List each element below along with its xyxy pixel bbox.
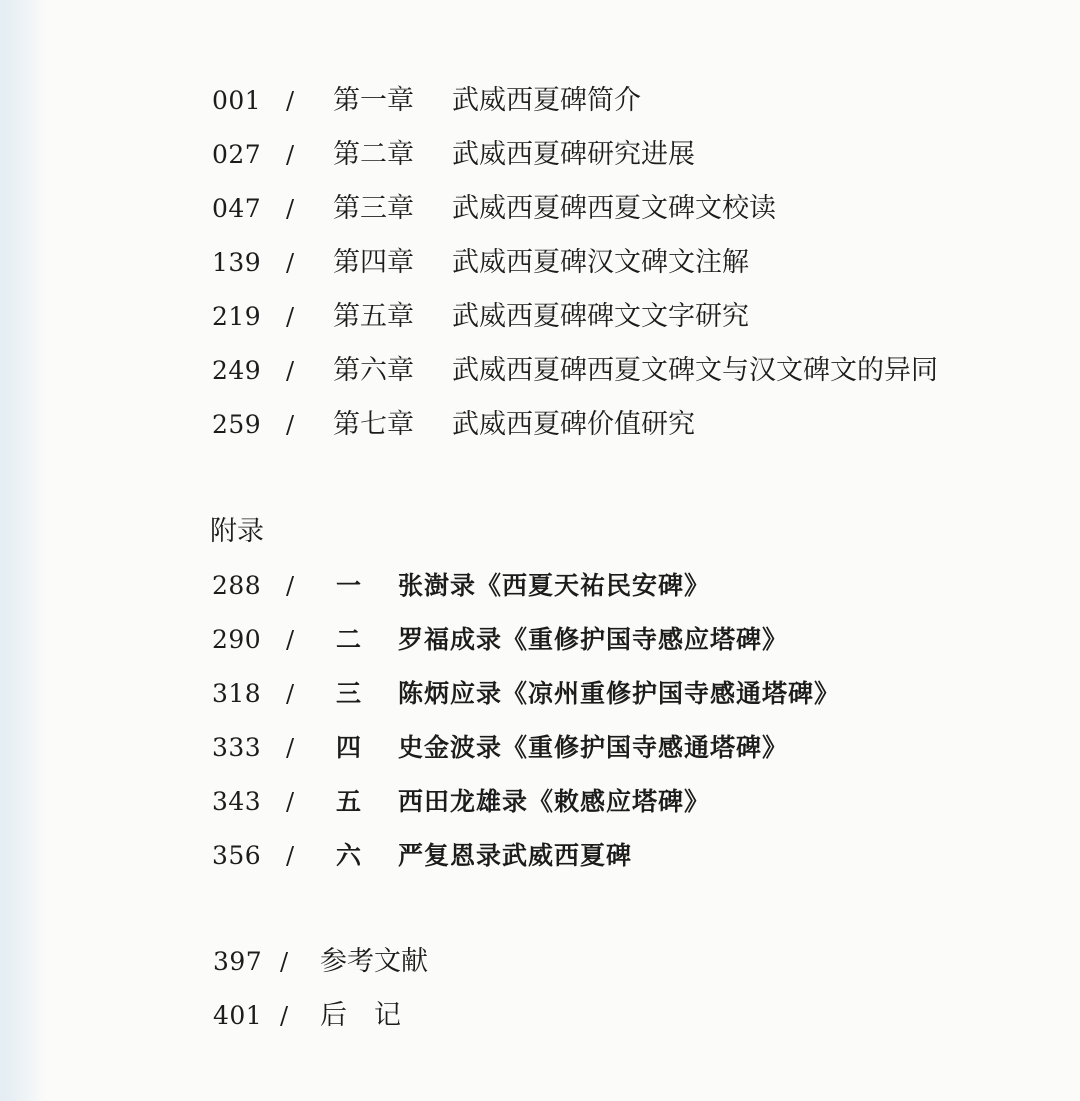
page-number: 027	[212, 140, 262, 169]
appendix-title: 罗福成录《重修护国寺感应塔碑》	[398, 625, 789, 654]
page-number: 219	[212, 302, 262, 331]
separator: /	[280, 948, 289, 976]
separator: /	[286, 411, 295, 439]
chapter-label: 第五章	[333, 301, 414, 332]
appendix-title: 史金波录《重修护国寺感通塔碑》	[398, 733, 789, 762]
page-number: 333	[212, 733, 262, 762]
separator: /	[286, 788, 295, 816]
appendix-title: 张澍录《西夏天祐民安碑》	[398, 571, 711, 600]
separator: /	[286, 842, 295, 870]
appendix-heading: 附录	[210, 516, 264, 547]
chapter-label: 第六章	[333, 355, 414, 386]
chapter-title: 武威西夏碑汉文碑文注解	[452, 247, 749, 278]
separator: /	[286, 572, 295, 600]
separator: /	[286, 141, 295, 169]
page-number: 001	[212, 86, 262, 115]
separator: /	[280, 1002, 289, 1030]
chapter-title: 武威西夏碑西夏文碑文与汉文碑文的异同	[452, 355, 938, 386]
back-matter-title: 参考文献	[320, 946, 428, 977]
chapter-label: 第一章	[333, 85, 414, 116]
appendix-number: 三	[336, 679, 362, 708]
separator: /	[286, 357, 295, 385]
page-number: 290	[212, 625, 262, 654]
page-number: 139	[212, 248, 262, 277]
chapter-title: 武威西夏碑西夏文碑文校读	[452, 193, 776, 224]
chapter-label: 第二章	[333, 139, 414, 170]
page-number: 288	[212, 571, 262, 600]
appendix-number: 六	[336, 841, 362, 870]
appendix-number: 五	[336, 787, 362, 816]
page-number: 249	[212, 356, 262, 385]
chapter-title: 武威西夏碑简介	[452, 85, 641, 116]
separator: /	[286, 626, 295, 654]
chapter-label: 第七章	[333, 409, 414, 440]
appendix-title: 严复恩录武威西夏碑	[398, 841, 633, 870]
separator: /	[286, 87, 295, 115]
page-number: 343	[212, 787, 262, 816]
page-number: 397	[213, 947, 263, 976]
chapter-label: 第四章	[333, 247, 414, 278]
separator: /	[286, 249, 295, 277]
page-number: 356	[212, 841, 262, 870]
chapter-title: 武威西夏碑碑文文字研究	[452, 301, 749, 332]
chapter-title: 武威西夏碑研究进展	[452, 139, 695, 170]
appendix-number: 二	[336, 625, 362, 654]
separator: /	[286, 680, 295, 708]
appendix-number: 一	[336, 571, 362, 600]
chapter-label: 第三章	[333, 193, 414, 224]
page-number: 318	[212, 679, 262, 708]
separator: /	[286, 734, 295, 762]
appendix-number: 四	[336, 733, 362, 762]
separator: /	[286, 195, 295, 223]
appendix-title: 西田龙雄录《敕感应塔碑》	[398, 787, 711, 816]
page-number: 401	[213, 1001, 263, 1030]
chapter-title: 武威西夏碑价值研究	[452, 409, 695, 440]
page-number: 259	[212, 410, 262, 439]
separator: /	[286, 303, 295, 331]
appendix-title: 陈炳应录《凉州重修护国寺感通塔碑》	[398, 679, 841, 708]
back-matter-title: 后 记	[320, 1000, 401, 1031]
page-number: 047	[212, 194, 262, 223]
